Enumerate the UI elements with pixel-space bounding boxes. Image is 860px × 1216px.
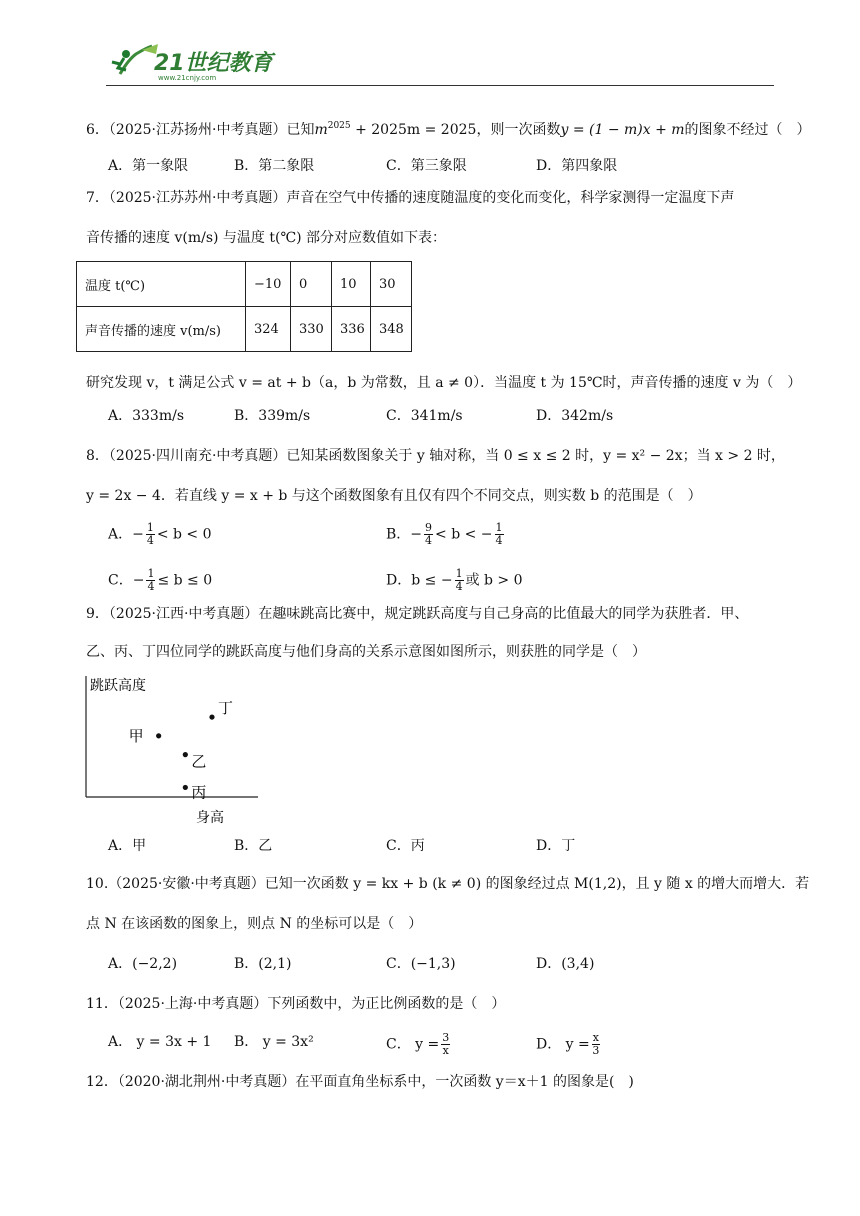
q11-option-b[interactable]: B． y = 3x² bbox=[234, 1034, 314, 1050]
q10-option-b[interactable]: B．(2,1) bbox=[234, 956, 292, 972]
q11-option-a[interactable]: A． y = 3x + 1 bbox=[108, 1034, 212, 1050]
question-9-line1: 9．（2025·江西·中考真题）在趣味跳高比赛中，规定跳跃高度与自己身高的比值最大的同学为获胜者．甲、 bbox=[86, 606, 749, 622]
question-7-line2: 音传播的速度 v(m/s) 与温度 t(℃) 部分对应数值如下表： bbox=[86, 230, 447, 246]
site-logo bbox=[106, 40, 276, 84]
q10-option-d[interactable]: D．(3,4) bbox=[536, 956, 595, 972]
y-axis-label: 跳跃高度 bbox=[90, 678, 146, 694]
point-label: 丁 bbox=[217, 699, 233, 718]
q6-option-d[interactable]: D．第四象限 bbox=[536, 158, 618, 174]
question-10-line1: 10.（2025·安徽·中考真题）已知一次函数 y = kx + b (k ≠ 0) 的图象经过点 M(1,2)，且 y 随 x 的增大而增大．若 bbox=[86, 876, 810, 892]
question-11-line1: 11．（2025·上海·中考真题）下列函数中，为正比例函数的是（ ） bbox=[86, 996, 506, 1012]
table-cell: 324 bbox=[246, 307, 291, 352]
q10-option-c[interactable]: C．(−1,3) bbox=[386, 956, 456, 972]
q8-option-c[interactable]: C．− $\frac{1}{4}$ ≤ b ≤ 0 bbox=[108, 567, 213, 593]
q6-option-a[interactable]: A．第一象限 bbox=[108, 158, 189, 174]
q7-option-c[interactable]: C．341m/s bbox=[386, 408, 463, 424]
q11-option-c[interactable]: C． y = $\frac{3}{x}$ bbox=[386, 1031, 450, 1057]
q7-table bbox=[76, 261, 412, 352]
point-label: 甲 bbox=[128, 726, 144, 745]
point-label: 丙 bbox=[191, 783, 207, 802]
table-cell: 336 bbox=[332, 307, 371, 352]
table-cell: 348 bbox=[371, 307, 412, 352]
q7-option-d[interactable]: D．342m/s bbox=[536, 408, 614, 424]
scatter-point bbox=[156, 733, 161, 738]
question-12-line1: 12．（2020·湖北荆州·中考真题）在平面直角坐标系中，一次函数 y＝x＋1 的图象是( ) bbox=[86, 1074, 634, 1090]
point-label: 乙 bbox=[191, 752, 207, 771]
table-cell: 0 bbox=[291, 262, 332, 307]
q7-option-b[interactable]: B．339m/s bbox=[234, 408, 311, 424]
q9-option-b[interactable]: B．乙 bbox=[234, 838, 273, 854]
q9-option-a[interactable]: A．甲 bbox=[108, 838, 147, 854]
question-8-line1: 8．（2025·四川南充·中考真题）已知某函数图象关于 y 轴对称，当 0 ≤ x ≤ 2 时，y = x² − 2x；当 x > 2 时， bbox=[86, 448, 785, 464]
question-10-line2: 点 N 在该函数的图象上，则点 N 的坐标可以是（ ） bbox=[86, 916, 423, 932]
header-rule bbox=[106, 85, 774, 86]
question-9-line2: 乙、丙、丁四位同学的跳跃高度与他们身高的关系示意图如图所示，则获胜的同学是（ ） bbox=[86, 644, 646, 660]
question-7-line3: 研究发现 v，t 满足公式 v = at + b（a，b 为常数，且 a ≠ 0）．当温度 t 为 15℃时，声音传播的速度 v 为（ ） bbox=[86, 375, 802, 391]
q9-option-d[interactable]: D．丁 bbox=[536, 838, 576, 854]
scatter-point bbox=[209, 714, 214, 719]
question-8-line2: y = 2x − 4．若直线 y = x + b 与这个函数图象有且仅有四个不同交点，则实数 b 的范围是（ ） bbox=[86, 488, 702, 504]
x-axis-label: 身高 bbox=[196, 810, 224, 826]
question-7-line1: 7．（2025·江苏苏州·中考真题）声音在空气中传播的速度随温度的变化而变化，科学家测得一定温度下声 bbox=[86, 190, 735, 206]
q9-option-c[interactable]: C．丙 bbox=[386, 838, 425, 854]
q11-option-d[interactable]: D． y = $\frac{x}{3}$ bbox=[536, 1031, 600, 1057]
table-cell: 声音传播的速度 v(m/s) bbox=[77, 307, 246, 352]
question-6-stem: 6．（2025·江苏扬州·中考真题）已知$m^{2025} + 2025m = 2025$，则一次函数y = (1 − m)x + m的图象不经过（ ） bbox=[86, 121, 811, 138]
scatter-point bbox=[183, 752, 188, 757]
q8-option-d[interactable]: D．b ≤ − $\frac{1}{4}$ 或 b > 0 bbox=[386, 567, 523, 593]
table-cell: 30 bbox=[371, 262, 412, 307]
svg-text:21世纪教育: 21世纪教育 bbox=[154, 51, 273, 76]
q9-scatter-chart bbox=[76, 670, 276, 830]
q7-option-a[interactable]: A．333m/s bbox=[108, 408, 185, 424]
q8-option-b[interactable]: B．− $\frac{9}{4}$ < b < − $\frac{1}{4}$ bbox=[386, 521, 503, 547]
table-cell: 330 bbox=[291, 307, 332, 352]
table-cell: −10 bbox=[246, 262, 291, 307]
q8-option-a[interactable]: A．− $\frac{1}{4}$ < b < 0 bbox=[108, 521, 212, 547]
table-cell: 温度 t(℃) bbox=[77, 262, 246, 307]
q6-option-c[interactable]: C．第三象限 bbox=[386, 158, 467, 174]
svg-text:www.21cnjy.com: www.21cnjy.com bbox=[158, 74, 217, 82]
q10-option-a[interactable]: A．(−2,2) bbox=[108, 956, 178, 972]
q6-option-b[interactable]: B．第二象限 bbox=[234, 158, 315, 174]
table-cell: 10 bbox=[332, 262, 371, 307]
table-row bbox=[77, 262, 412, 307]
scatter-point bbox=[183, 785, 188, 790]
table-row bbox=[77, 307, 412, 352]
page-header bbox=[106, 40, 774, 86]
